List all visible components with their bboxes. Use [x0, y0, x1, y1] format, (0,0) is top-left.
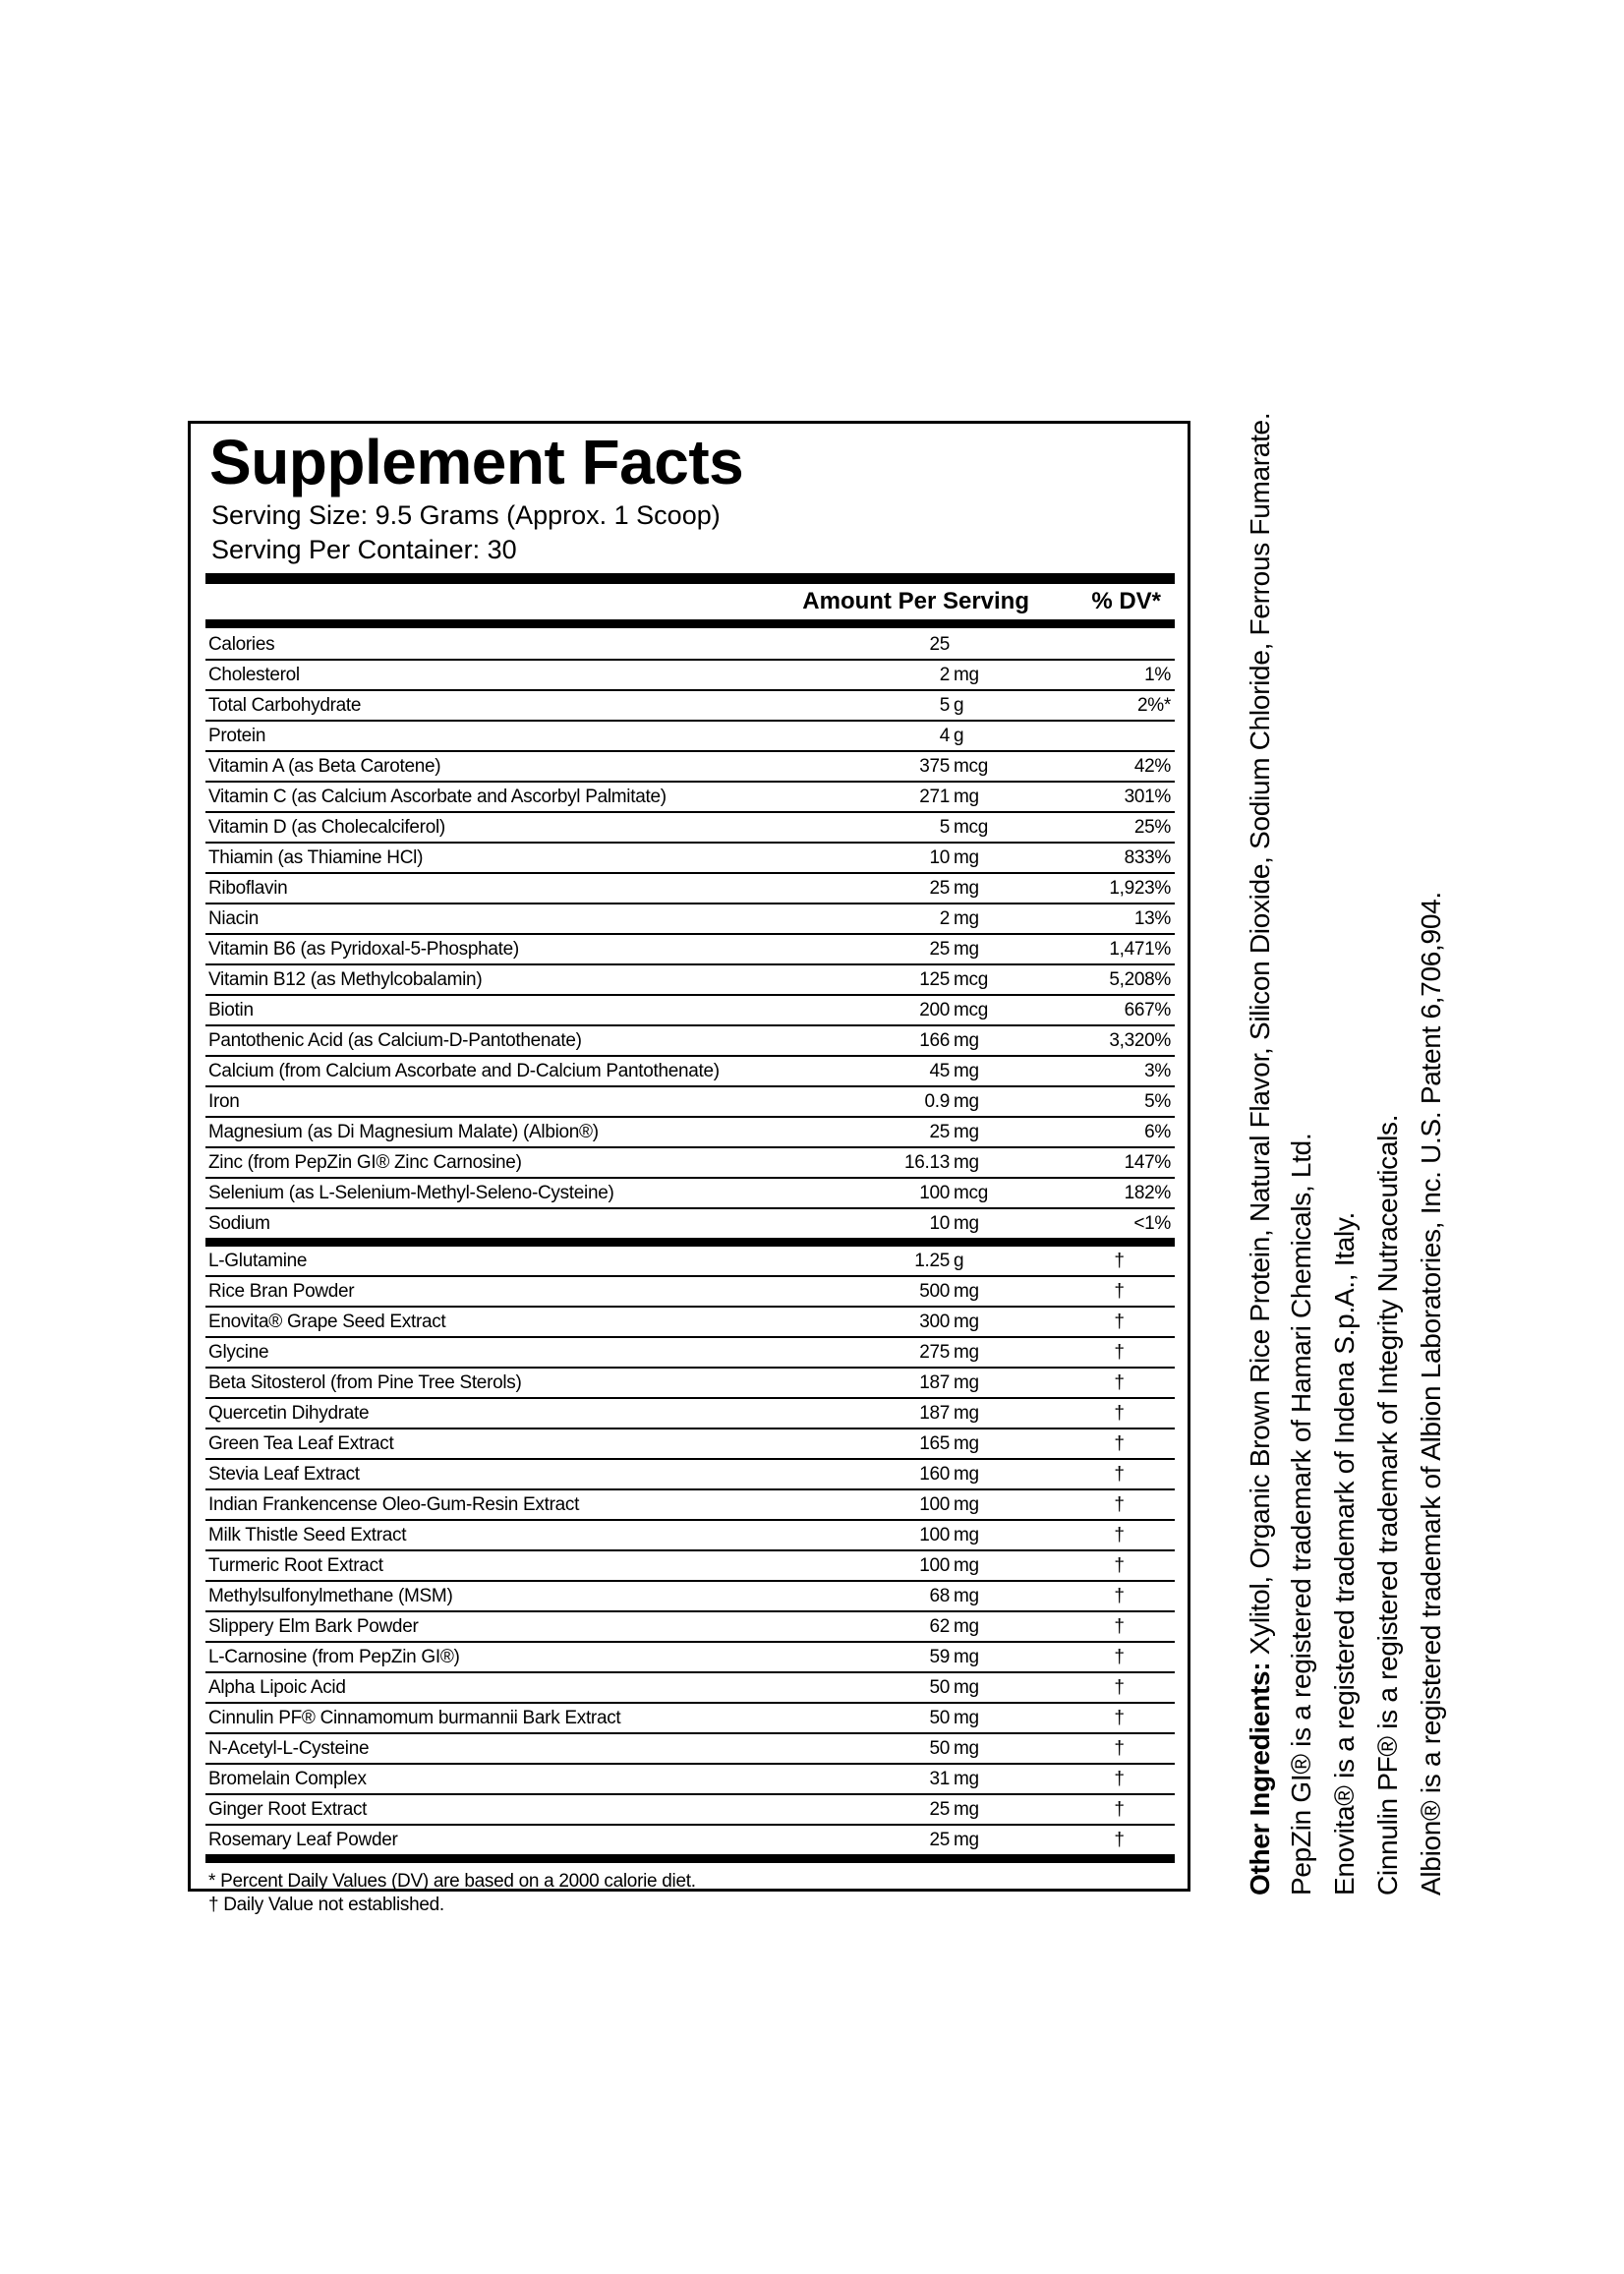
- amount-value: 50: [929, 1677, 950, 1698]
- row-name: Vitamin B12 (as Methylcobalamin): [205, 964, 897, 995]
- nutrient-row: [205, 630, 1175, 660]
- row-amount: [897, 1056, 1024, 1086]
- row-amount: [897, 1672, 1024, 1703]
- ingredient-row: [205, 1764, 1175, 1794]
- row-daily-value: 5,208%: [1024, 964, 1175, 995]
- row-daily-value: †: [1024, 1520, 1175, 1550]
- amount-unit: mg: [954, 1464, 979, 1485]
- row-amount: [897, 1086, 1024, 1117]
- nutrient-row: [205, 751, 1175, 782]
- row-amount: [897, 1276, 1024, 1307]
- other-ingredients-text: Xylitol, Organic Brown Rice Protein, Natural Flavor, Silicon Dioxide, Sodium Chloride, Ferrous Fumarate.: [1245, 412, 1275, 1662]
- nutrient-row: [205, 690, 1175, 721]
- ingredient-row: [205, 1703, 1175, 1733]
- amount-unit: mg: [954, 1586, 979, 1606]
- amount-unit: mcg: [954, 1183, 988, 1203]
- row-daily-value: †: [1024, 1642, 1175, 1672]
- amount-unit: mg: [954, 1030, 979, 1051]
- amount-unit: mg: [954, 1312, 979, 1332]
- row-daily-value: 1%: [1024, 660, 1175, 690]
- row-amount: [897, 1489, 1024, 1520]
- amount-unit: g: [954, 1251, 964, 1271]
- amount-unit: mg: [954, 1281, 979, 1302]
- amount-unit: mcg: [954, 756, 988, 777]
- row-amount: [897, 1117, 1024, 1147]
- trademark-note: Enovita® is a registered trademark of Indena S.p.A., Italy.: [1329, 1212, 1360, 1895]
- nutrient-row: [205, 721, 1175, 751]
- divider-thick: [205, 573, 1175, 584]
- amount-value: 275: [919, 1342, 950, 1363]
- nutrient-row: [205, 1117, 1175, 1147]
- row-amount: [897, 782, 1024, 812]
- row-name: Slippery Elm Bark Powder: [205, 1611, 897, 1642]
- row-daily-value: <1%: [1133, 1213, 1171, 1234]
- row-name: Biotin: [205, 995, 897, 1025]
- row-amount: [897, 1398, 1024, 1429]
- row-daily-value: †: [1024, 1337, 1175, 1368]
- row-amount: [897, 995, 1024, 1025]
- row-name: Vitamin B6 (as Pyridoxal-5-Phosphate): [205, 934, 897, 964]
- row-name: Vitamin A (as Beta Carotene): [205, 751, 897, 782]
- row-daily-value: †: [1024, 1368, 1175, 1398]
- ingredient-row: [205, 1398, 1175, 1429]
- row-daily-value: 147%: [1024, 1147, 1175, 1178]
- nutrient-row: [205, 1147, 1175, 1178]
- row-name: Zinc (from PepZin GI® Zinc Carnosine): [205, 1147, 897, 1178]
- row-amount: [897, 1611, 1024, 1642]
- amount-value: 187: [919, 1372, 950, 1393]
- amount-value: 187: [919, 1403, 950, 1424]
- row-name: L-Carnosine (from PepZin GI®): [205, 1642, 897, 1672]
- nutrient-row: [205, 1056, 1175, 1086]
- amount-unit: mg: [954, 1738, 979, 1759]
- row-name: Rosemary Leaf Powder: [208, 1830, 398, 1850]
- amount-value: 166: [919, 1030, 950, 1051]
- row-amount: [897, 1642, 1024, 1672]
- row-name: Magnesium (as Di Magnesium Malate) (Albion®): [205, 1117, 897, 1147]
- amount-unit: mg: [954, 1555, 979, 1576]
- row-name: Sodium: [208, 1213, 270, 1234]
- row-amount: [897, 873, 1024, 904]
- row-amount: [897, 1208, 1024, 1238]
- row-daily-value: †: [1024, 1307, 1175, 1337]
- row-amount: [897, 630, 1024, 660]
- footnote-daily-values: * Percent Daily Values (DV) are based on a 2000 calorie diet.: [208, 1871, 696, 1892]
- row-name: Vitamin D (as Cholecalciferol): [205, 812, 897, 843]
- amount-unit: mcg: [954, 969, 988, 990]
- amount-value: 1.25: [914, 1251, 950, 1271]
- amount-unit: mg: [954, 1213, 979, 1234]
- amount-unit: mg: [954, 1799, 979, 1820]
- row-daily-value: 2%*: [1024, 690, 1175, 721]
- row-daily-value: †: [1024, 1429, 1175, 1459]
- amount-unit: g: [954, 695, 964, 716]
- row-name: Bromelain Complex: [205, 1764, 897, 1794]
- row-name: Glycine: [205, 1337, 897, 1368]
- amount-value: 100: [919, 1525, 950, 1545]
- row-daily-value: 182%: [1024, 1178, 1175, 1208]
- panel-title: Supplement Facts: [209, 427, 744, 497]
- nutrient-row: [205, 934, 1175, 964]
- row-name: Stevia Leaf Extract: [205, 1459, 897, 1489]
- row-amount: [897, 812, 1024, 843]
- row-name: Beta Sitosterol (from Pine Tree Sterols): [205, 1368, 897, 1398]
- amount-unit: mg: [954, 1342, 979, 1363]
- nutrient-row: [205, 660, 1175, 690]
- row-name: Niacin: [205, 904, 897, 934]
- amount-unit: g: [954, 726, 964, 746]
- row-daily-value: †: [1024, 1247, 1175, 1276]
- row-name: Protein: [205, 721, 897, 751]
- ingredient-row: [205, 1672, 1175, 1703]
- row-name: Selenium (as L-Selenium-Methyl-Seleno-Cysteine): [205, 1178, 897, 1208]
- row-name: Vitamin C (as Calcium Ascorbate and Ascorbyl Palmitate): [205, 782, 897, 812]
- row-daily-value: [1024, 721, 1175, 751]
- row-amount: [897, 660, 1024, 690]
- divider-thick: [205, 619, 1175, 628]
- row-amount: [897, 1581, 1024, 1611]
- row-name: Total Carbohydrate: [205, 690, 897, 721]
- row-daily-value: 833%: [1024, 843, 1175, 873]
- amount-unit: mg: [954, 787, 979, 807]
- footnote-dagger: † Daily Value not established.: [208, 1895, 444, 1915]
- amount-unit: mg: [954, 1372, 979, 1393]
- amount-value: 68: [929, 1586, 950, 1606]
- amount-value: 50: [929, 1738, 950, 1759]
- nutrient-row: [205, 1025, 1175, 1056]
- amount-value: 0.9: [924, 1091, 950, 1112]
- nutrient-row: [205, 1178, 1175, 1208]
- row-amount: [897, 1794, 1024, 1825]
- nutrient-row: [205, 782, 1175, 812]
- row-daily-value: †: [1114, 1830, 1125, 1850]
- nutrient-row: [205, 1208, 1175, 1238]
- amount-value: 100: [919, 1555, 950, 1576]
- nutrient-row: [205, 1086, 1175, 1117]
- ingredient-row: [205, 1276, 1175, 1307]
- amount-unit: mg: [954, 1708, 979, 1728]
- amount-value: 25: [929, 1830, 950, 1850]
- row-amount: [897, 1429, 1024, 1459]
- row-name: Cholesterol: [205, 660, 897, 690]
- row-daily-value: †: [1024, 1733, 1175, 1764]
- amount-unit: mg: [954, 1403, 979, 1424]
- row-amount: [897, 904, 1024, 934]
- amount-value: 160: [919, 1464, 950, 1485]
- divider-thick: [205, 1238, 1175, 1247]
- row-amount: [897, 1025, 1024, 1056]
- row-daily-value: 6%: [1024, 1117, 1175, 1147]
- row-daily-value: 1,923%: [1024, 873, 1175, 904]
- amount-value: 25: [929, 939, 950, 960]
- row-daily-value: †: [1024, 1581, 1175, 1611]
- row-daily-value: †: [1024, 1611, 1175, 1642]
- nutrient-row: [205, 995, 1175, 1025]
- amount-value: 271: [919, 787, 950, 807]
- amount-value: 165: [919, 1433, 950, 1454]
- amount-value: 50: [929, 1708, 950, 1728]
- amount-value: 300: [919, 1312, 950, 1332]
- amount-unit: mg: [954, 1525, 979, 1545]
- row-name: Iron: [205, 1086, 897, 1117]
- amount-value: 100: [919, 1494, 950, 1515]
- row-name: Alpha Lipoic Acid: [205, 1672, 897, 1703]
- row-daily-value: †: [1024, 1764, 1175, 1794]
- amount-value: 500: [919, 1281, 950, 1302]
- row-daily-value: †: [1024, 1276, 1175, 1307]
- amount-unit: mg: [954, 847, 979, 868]
- nutrient-table: [205, 630, 1175, 1238]
- amount-value: 5: [939, 695, 950, 716]
- row-daily-value: 42%: [1024, 751, 1175, 782]
- row-daily-value: [1024, 630, 1175, 660]
- amount-value: 200: [919, 1000, 950, 1020]
- row-daily-value: 25%: [1024, 812, 1175, 843]
- ingredient-row: [205, 1337, 1175, 1368]
- row-amount: [897, 1307, 1024, 1337]
- amount-unit: mg: [954, 1677, 979, 1698]
- amount-value: 25: [929, 878, 950, 899]
- other-ingredients: [1245, 413, 1276, 1895]
- column-header: [205, 584, 1175, 619]
- row-name: Pantothenic Acid (as Calcium-D-Pantothenate): [205, 1025, 897, 1056]
- row-daily-value: 1,471%: [1024, 934, 1175, 964]
- row-amount: [897, 1703, 1024, 1733]
- amount-value: 59: [929, 1647, 950, 1667]
- amount-value: 375: [919, 756, 950, 777]
- amount-value: 10: [929, 1213, 950, 1234]
- row-amount: [897, 1825, 1024, 1854]
- amount-unit: mg: [954, 1616, 979, 1637]
- row-daily-value: 3,320%: [1024, 1025, 1175, 1056]
- row-amount: [897, 964, 1024, 995]
- amount-unit: mcg: [954, 1000, 988, 1020]
- ingredient-row: [205, 1520, 1175, 1550]
- row-amount: [897, 1147, 1024, 1178]
- row-amount: [897, 1733, 1024, 1764]
- amount-unit: mg: [954, 1433, 979, 1454]
- row-name: Turmeric Root Extract: [205, 1550, 897, 1581]
- ingredient-row: [205, 1825, 1175, 1854]
- serving-size: Serving Size: 9.5 Grams (Approx. 1 Scoop): [211, 500, 721, 530]
- row-daily-value: †: [1024, 1703, 1175, 1733]
- row-name: L-Glutamine: [205, 1247, 897, 1276]
- amount-unit: mg: [954, 908, 979, 929]
- row-amount: [897, 721, 1024, 751]
- row-name: Cinnulin PF® Cinnamomum burmannii Bark Extract: [205, 1703, 897, 1733]
- row-daily-value: †: [1024, 1459, 1175, 1489]
- row-name: Rice Bran Powder: [205, 1276, 897, 1307]
- amount-unit: mg: [954, 939, 979, 960]
- nutrient-row: [205, 904, 1175, 934]
- amount-value: 100: [919, 1183, 950, 1203]
- nutrient-row: [205, 964, 1175, 995]
- row-name: Ginger Root Extract: [205, 1794, 897, 1825]
- row-daily-value: 13%: [1024, 904, 1175, 934]
- nutrient-row: [205, 873, 1175, 904]
- amount-per-serving-heading: Amount Per Serving: [802, 588, 1029, 614]
- row-daily-value: 301%: [1024, 782, 1175, 812]
- trademark-note: Albion® is a registered trademark of Albion Laboratories, Inc. U.S. Patent 6,706,904.: [1416, 892, 1446, 1895]
- ingredient-row: [205, 1611, 1175, 1642]
- row-amount: [897, 1337, 1024, 1368]
- amount-unit: mcg: [954, 817, 988, 838]
- amount-value: 10: [929, 847, 950, 868]
- amount-value: 125: [919, 969, 950, 990]
- trademark-note: PepZin GI® is a registered trademark of Hamari Chemicals, Ltd.: [1286, 1133, 1316, 1895]
- row-name: Green Tea Leaf Extract: [205, 1429, 897, 1459]
- ingredient-row: [205, 1368, 1175, 1398]
- row-name: Thiamin (as Thiamine HCl): [205, 843, 897, 873]
- row-amount: [897, 1764, 1024, 1794]
- row-name: Quercetin Dihydrate: [205, 1398, 897, 1429]
- row-name: N-Acetyl-L-Cysteine: [205, 1733, 897, 1764]
- row-amount: [897, 1247, 1024, 1276]
- amount-value: 45: [929, 1061, 950, 1081]
- nutrient-row: [205, 812, 1175, 843]
- row-name: Riboflavin: [205, 873, 897, 904]
- row-amount: [897, 1178, 1024, 1208]
- row-amount: [897, 1368, 1024, 1398]
- daily-value-heading: % DV*: [1091, 588, 1161, 614]
- row-name: Calcium (from Calcium Ascorbate and D-Calcium Pantothenate): [205, 1056, 897, 1086]
- amount-unit: mg: [954, 878, 979, 899]
- amount-unit: mg: [954, 1152, 979, 1173]
- divider-thick: [205, 1854, 1175, 1863]
- row-name: Methylsulfonylmethane (MSM): [205, 1581, 897, 1611]
- trademark-note: Cinnulin PF® is a registered trademark of Integrity Nutraceuticals.: [1372, 1114, 1403, 1895]
- row-daily-value: †: [1024, 1489, 1175, 1520]
- row-name: Enovita® Grape Seed Extract: [205, 1307, 897, 1337]
- amount-unit: mg: [954, 1830, 979, 1850]
- row-amount: [897, 690, 1024, 721]
- row-daily-value: †: [1024, 1794, 1175, 1825]
- ingredient-row: [205, 1581, 1175, 1611]
- ingredient-row: [205, 1459, 1175, 1489]
- amount-value: 25: [929, 1799, 950, 1820]
- ingredient-row: [205, 1642, 1175, 1672]
- ingredient-row: [205, 1733, 1175, 1764]
- row-daily-value: †: [1024, 1672, 1175, 1703]
- amount-unit: mg: [954, 1647, 979, 1667]
- amount-value: 5: [939, 817, 950, 838]
- amount-unit: mg: [954, 1769, 979, 1789]
- amount-value: 62: [929, 1616, 950, 1637]
- ingredient-table: [205, 1247, 1175, 1854]
- amount-unit: mg: [954, 1122, 979, 1142]
- ingredient-row: [205, 1794, 1175, 1825]
- row-amount: [897, 751, 1024, 782]
- other-ingredients-label: Other Ingredients:: [1245, 1662, 1275, 1895]
- row-daily-value: †: [1024, 1398, 1175, 1429]
- ingredient-row: [205, 1247, 1175, 1276]
- ingredient-row: [205, 1489, 1175, 1520]
- amount-unit: mg: [954, 1091, 979, 1112]
- amount-value: 31: [929, 1769, 950, 1789]
- row-amount: [897, 1459, 1024, 1489]
- row-name: Milk Thistle Seed Extract: [205, 1520, 897, 1550]
- amount-value: 25: [929, 1122, 950, 1142]
- nutrient-row: [205, 843, 1175, 873]
- row-daily-value: 3%: [1024, 1056, 1175, 1086]
- ingredient-row: [205, 1429, 1175, 1459]
- row-name: Indian Frankencense Oleo-Gum-Resin Extract: [205, 1489, 897, 1520]
- row-daily-value: †: [1024, 1550, 1175, 1581]
- amount-value: 2: [939, 665, 950, 685]
- ingredient-row: [205, 1550, 1175, 1581]
- row-name: Calories: [205, 630, 897, 660]
- supplement-facts-panel: [188, 421, 1190, 1915]
- amount-value: 16.13: [903, 1152, 950, 1173]
- row-amount: [897, 843, 1024, 873]
- amount-unit: mg: [954, 1061, 979, 1081]
- row-daily-value: 667%: [1024, 995, 1175, 1025]
- row-amount: [897, 1520, 1024, 1550]
- amount-value: 25: [929, 634, 950, 655]
- row-daily-value: 5%: [1024, 1086, 1175, 1117]
- amount-unit: mg: [954, 665, 979, 685]
- servings-per-container: Serving Per Container: 30: [211, 535, 517, 564]
- row-amount: [897, 1550, 1024, 1581]
- row-amount: [897, 934, 1024, 964]
- amount-value: 4: [939, 726, 950, 746]
- ingredient-row: [205, 1307, 1175, 1337]
- amount-unit: mg: [954, 1494, 979, 1515]
- amount-value: 2: [939, 908, 950, 929]
